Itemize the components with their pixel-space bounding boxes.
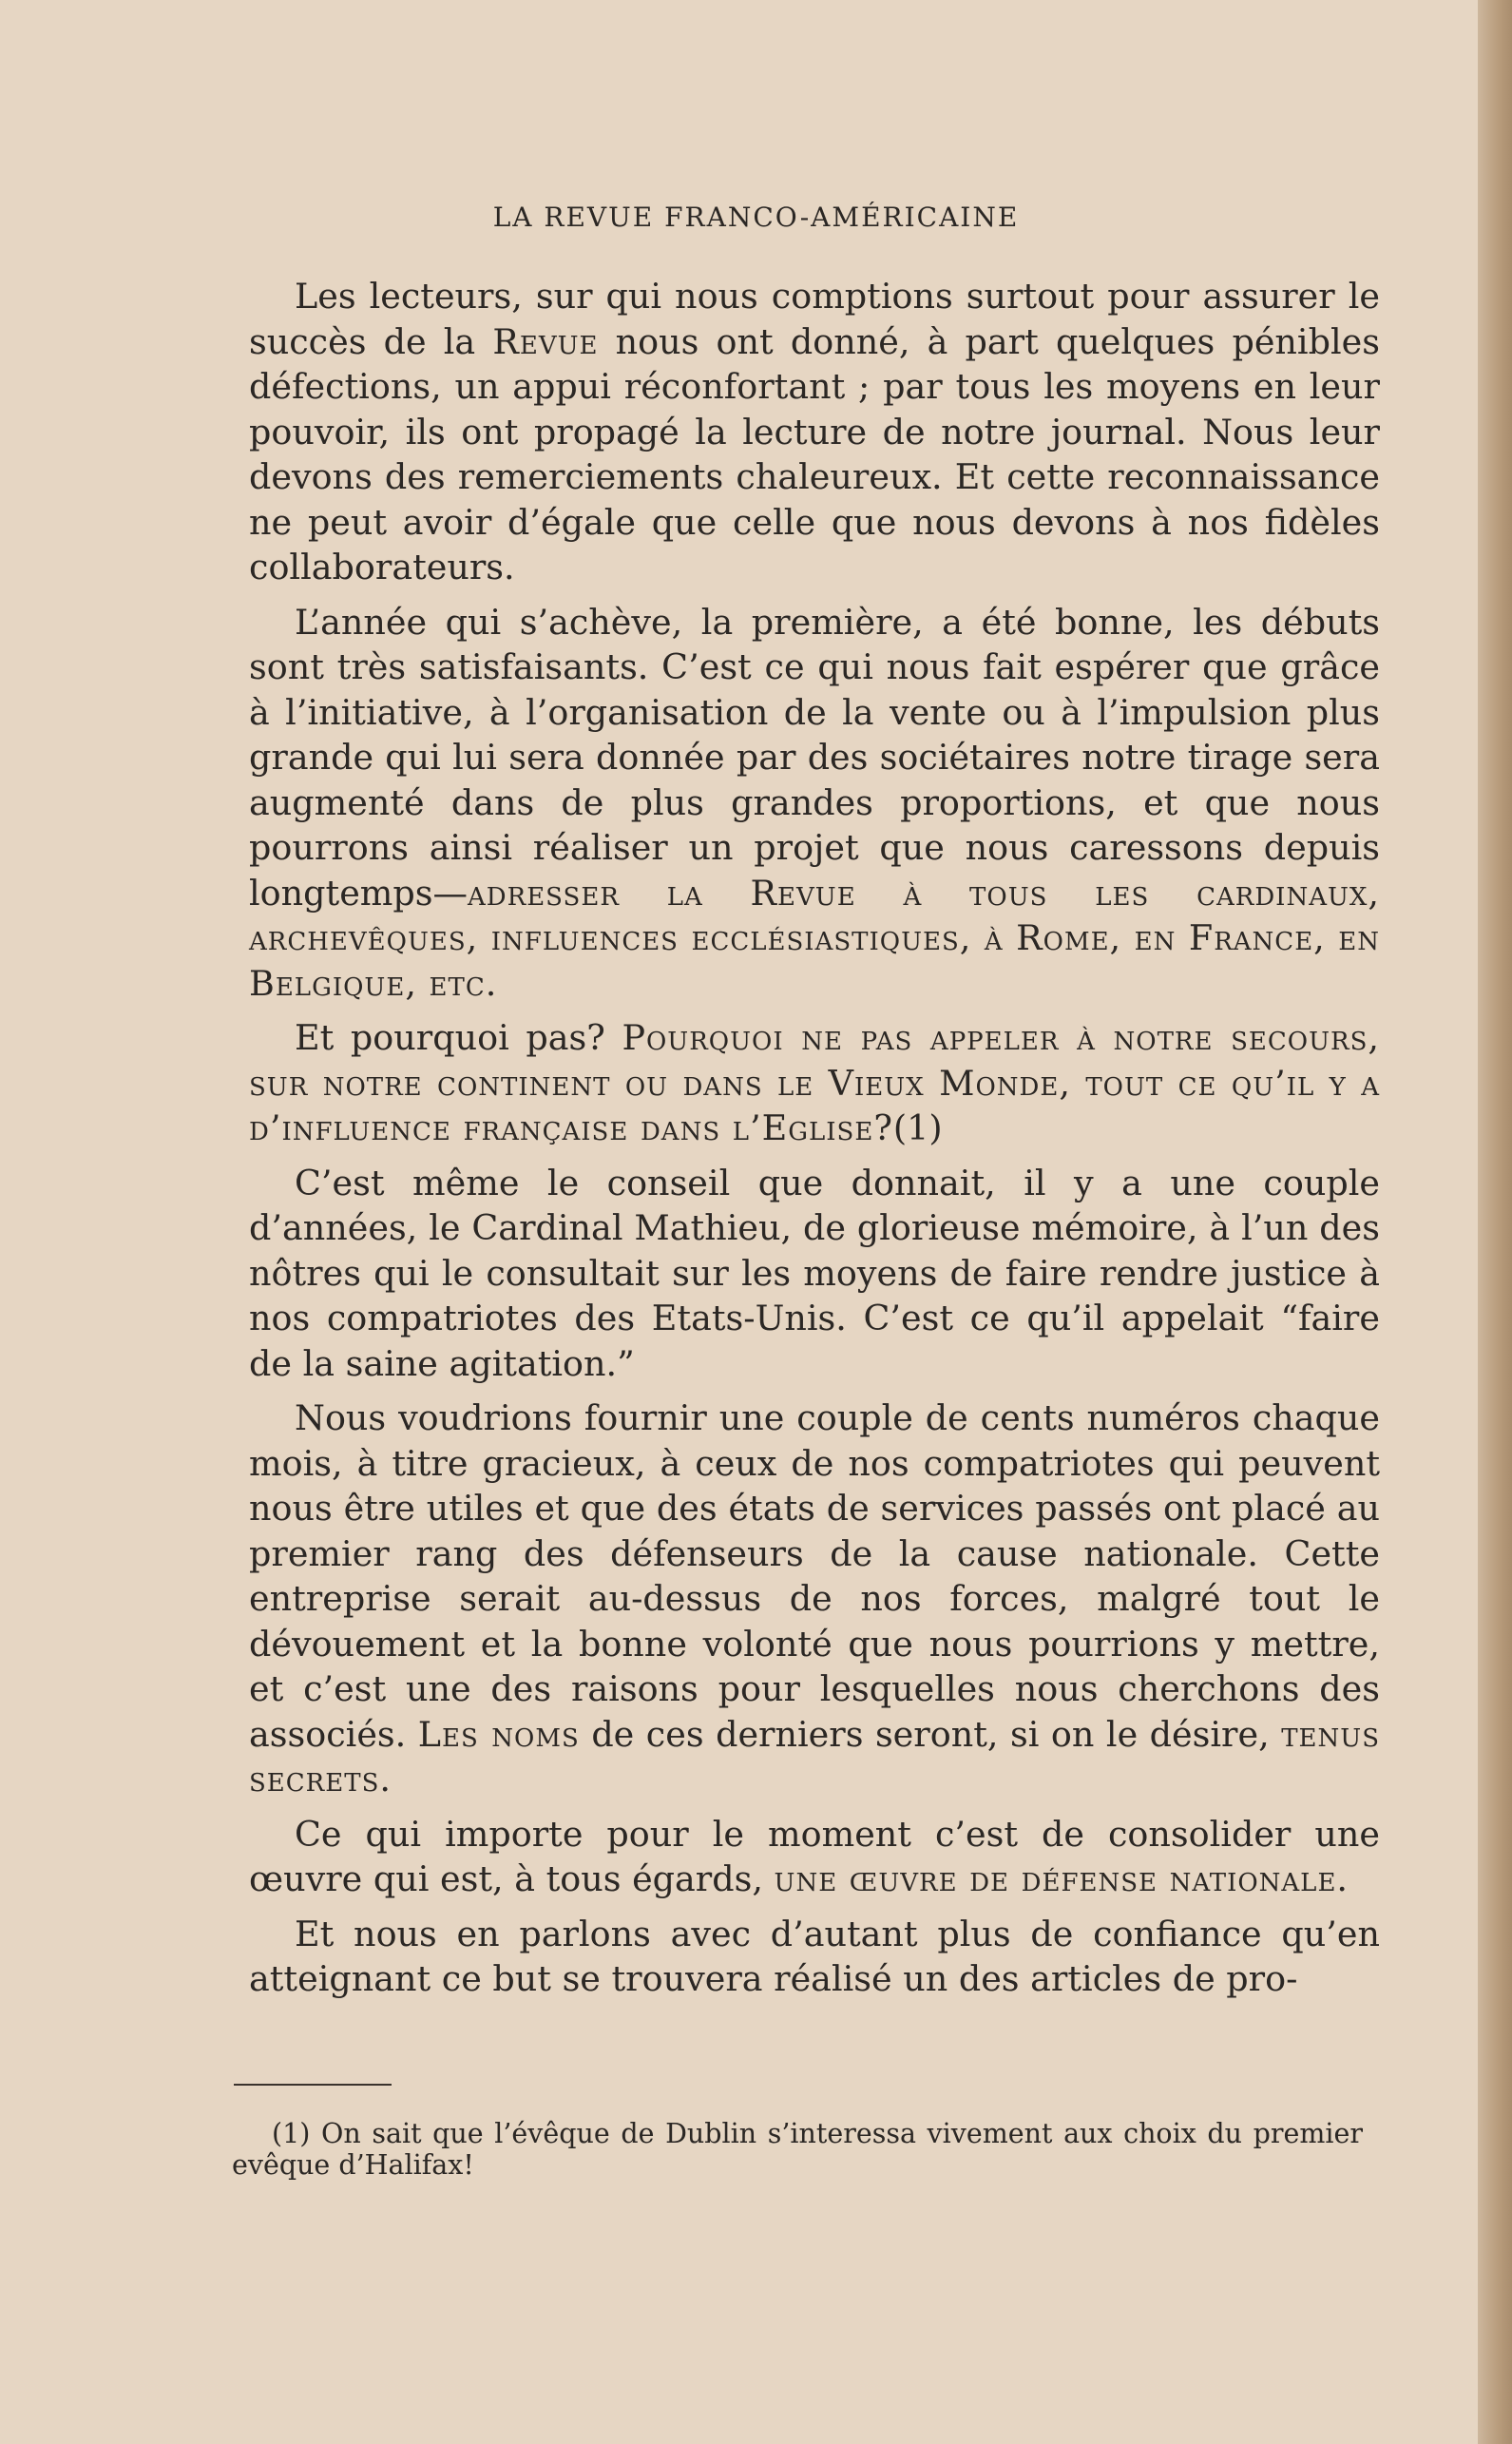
small-caps-text: Les noms <box>417 1713 580 1755</box>
paragraph <box>249 274 1380 590</box>
small-caps-text: adresser la Revue à tous les cardinaux, archevêques, influences ecclésiastiques, à Rome, en France, en Belgique, etc. <box>249 872 1380 1004</box>
text-run: (1) <box>892 1107 943 1148</box>
small-caps-text: Pourquoi ne pas appeler à notre secours, sur notre continent ou dans le Vieux Monde, tout ce qu’il y a d’influence française dans l’Eglise? <box>249 1017 1380 1148</box>
text-run: nous ont donné, à part quelques pénibles défections, un appui réconfortant ; par tous les moyens en leur pouvoir, ils ont propagé la lecture de notre journal. Nous leur devons des remerciements chaleureux. Et cette reconnaissance ne peut avoir d’égale que celle que nous devons à nos fidèles collaborateurs. <box>249 320 1380 587</box>
text-run: C’est même le conseil que donnait, il y a une couple d’années, le Cardinal Mathieu, de glorieuse mémoire, à l’un des nôtres qui le consultait sur les moyens de faire rendre justice à nos compatriotes des Etats-Unis. C’est ce qu’il appelait “faire de la saine agitation.” <box>249 1162 1380 1384</box>
page-edge-shadow <box>1478 0 1512 2444</box>
text-run: Et pourquoi pas? <box>295 1017 622 1058</box>
body-text <box>249 274 1380 2011</box>
paragraph <box>249 1912 1380 2002</box>
paragraph <box>249 1015 1380 1151</box>
small-caps-text: Revue <box>492 320 599 362</box>
paragraph <box>249 1161 1380 1387</box>
text-run: Les lecteurs, sur qui nous comptions surtout pour assurer le succès de la <box>249 276 1380 362</box>
text-run: Ce qui importe pour le moment c’est de consolider une œuvre qui est, à tous égards, <box>249 1813 1380 1899</box>
paragraph <box>249 1395 1380 1802</box>
paragraph <box>249 1812 1380 1902</box>
small-caps-text: tenus secrets. <box>249 1713 1381 1799</box>
paragraph <box>249 600 1380 1007</box>
running-head: LA REVUE FRANCO-AMÉRICAINE <box>492 202 1020 233</box>
text-run: Nous voudrions fournir une couple de cents numéros chaque mois, à titre gracieux, à ceux de nos compatriotes qui peuvent nous être utiles et que des états de services passés ont placé au premier rang des défenseurs de la cause nationale. Cette entreprise serait au-dessus de nos forces, malgré tout le dévouement et la bonne volonté que nous pourrions y mettre, et c’est une des raisons pour lesquelles nous cherchons des associés. <box>249 1397 1380 1755</box>
text-run: L’année qui s’achève, la première, a été bonne, les débuts sont très satisfaisants. C’est ce qui nous fait espérer que grâce à l’initiative, à l’organisation de la vente ou à l’impulsion plus grande qui lui sera donnée par des sociétaires notre tirage sera augmenté dans de plus grandes proportions, et que nous pourrons ainsi réaliser un projet que nous caressons depuis longtemps— <box>249 601 1380 914</box>
footnote: (1) On sait que l’évêque de Dublin s’interessa vivement aux choix du premier evêque d’Halifax! <box>232 2118 1363 2181</box>
text-run: Et nous en parlons avec d’autant plus de confiance qu’en atteignant ce but se trouvera réalisé un des articles de pro- <box>249 1913 1380 1999</box>
footnote-rule <box>234 2084 392 2086</box>
text-run: de ces derniers seront, si on le désire, <box>579 1713 1282 1755</box>
small-caps-text: une œuvre de défense nationale. <box>774 1858 1349 1899</box>
